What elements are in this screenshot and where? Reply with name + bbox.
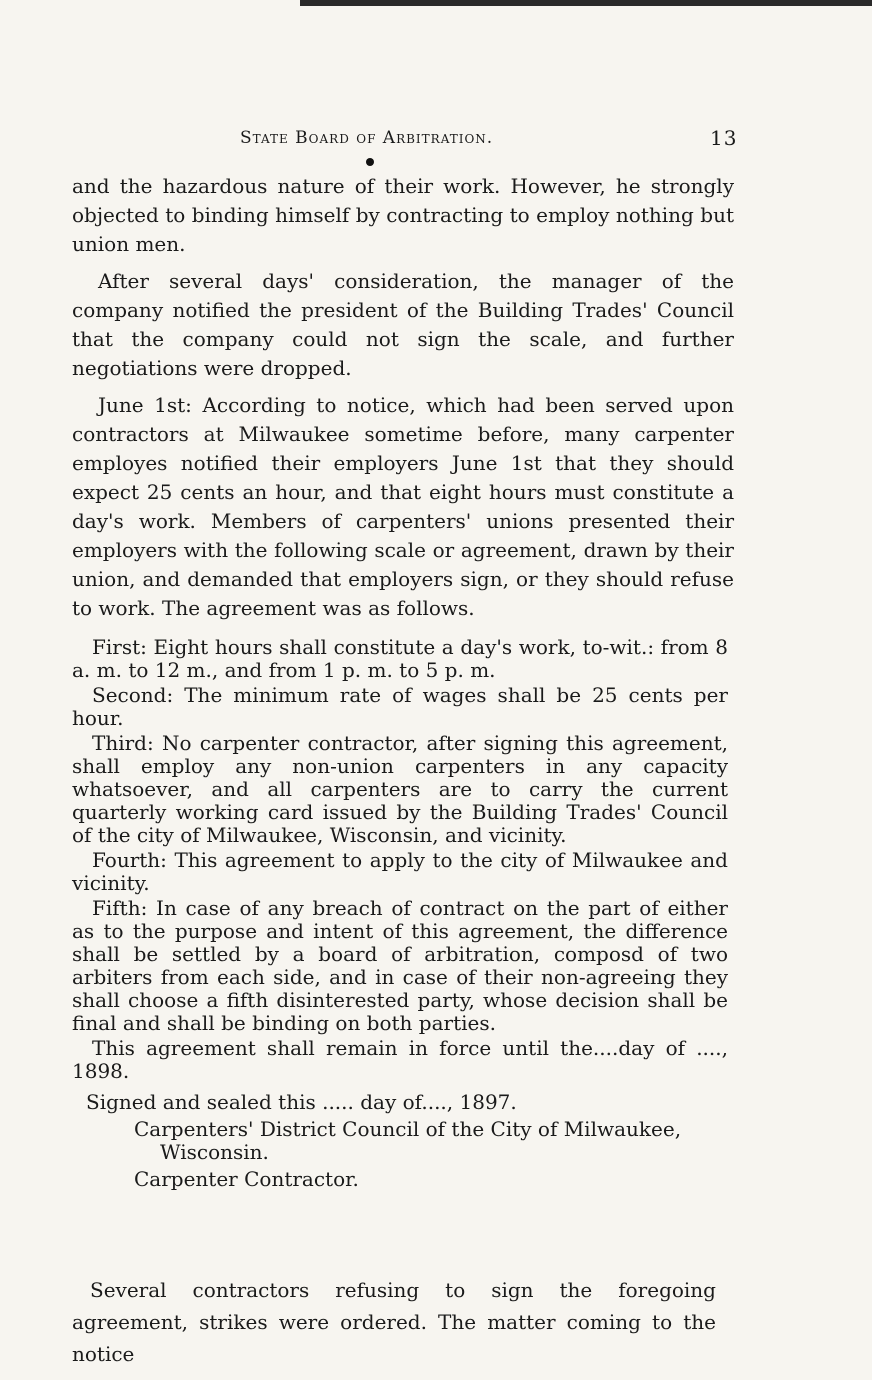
running-header [240, 128, 740, 148]
paragraph-2: After several days' consideration, the manager of the company notified the president of the Building Trades' Council that the company could not sign the scale, and further negotiations were dropped. [72, 269, 734, 380]
signature-council-line2: Wisconsin. [160, 1140, 269, 1164]
paragraph-3: June 1st: According to notice, which had been served upon contractors at Milwaukee sometime before, many carpenter employes notified their employers June 1st that they should expect 25 cents an hour, and that eight hours must constitute a day's work. Members of carpenters' unions presented their employers with the following scale or agreement, drawn by their union, and demanded that employers sign, or they should refuse to work. The agreement was as follows. [72, 393, 734, 620]
clause-first: First: Eight hours shall constitute a day's work, to-wit.: from 8 a. m. to 12 m., and from 1 p. m. to 5 p. m. [72, 635, 728, 682]
closing-paragraph: Several contractors refusing to sign the foregoing agreement, strikes were ordered. The matter coming to the notice [72, 1278, 716, 1366]
clause-second: Second: The minimum rate of wages shall be 25 cents per hour. [72, 683, 728, 730]
signed-line: Signed and sealed this ..... day of...., 1897. [86, 1090, 517, 1114]
clause-fifth: Fifth: In case of any breach of contract on the part of either as to the purpose and intent of this agreement, the difference shall be settled by a board of arbitration, composd of two arbiters from each side, and in case of their non-agreeing they shall choose a fifth disinterested party, whose decision shall be final and shall be binding on both parties. [72, 896, 728, 1035]
ornament-dot [366, 158, 374, 166]
signature-council [72, 1118, 728, 1164]
clause-third: Third: No carpenter contractor, after signing this agreement, shall employ any non-union carpenters in any capacity whatsoever, and all carpenters are to carry the current quarterly working card issued by the Building Trades' Council of the city of Milwaukee, Wisconsin, and vicinity. [72, 731, 728, 847]
body-text [72, 172, 734, 623]
agreement-block [72, 636, 728, 1193]
clause-fourth: Fourth: This agreement to apply to the city of Milwaukee and vicinity. [72, 848, 728, 895]
page-number: 13 [710, 126, 738, 150]
clause-term: This agreement shall remain in force until the....day of ...., 1898. [72, 1036, 728, 1083]
paragraph-1: and the hazardous nature of their work. However, he strongly objected to binding himself by contracting to employ nothing but union men. [72, 174, 734, 256]
header-title: State Board of Arbitration. [240, 128, 494, 148]
signature-council-line1: Carpenters' District Council of the City of Milwaukee, [134, 1117, 682, 1141]
top-edge-rule [300, 0, 872, 6]
signature-contractor: Carpenter Contractor. [134, 1167, 359, 1191]
